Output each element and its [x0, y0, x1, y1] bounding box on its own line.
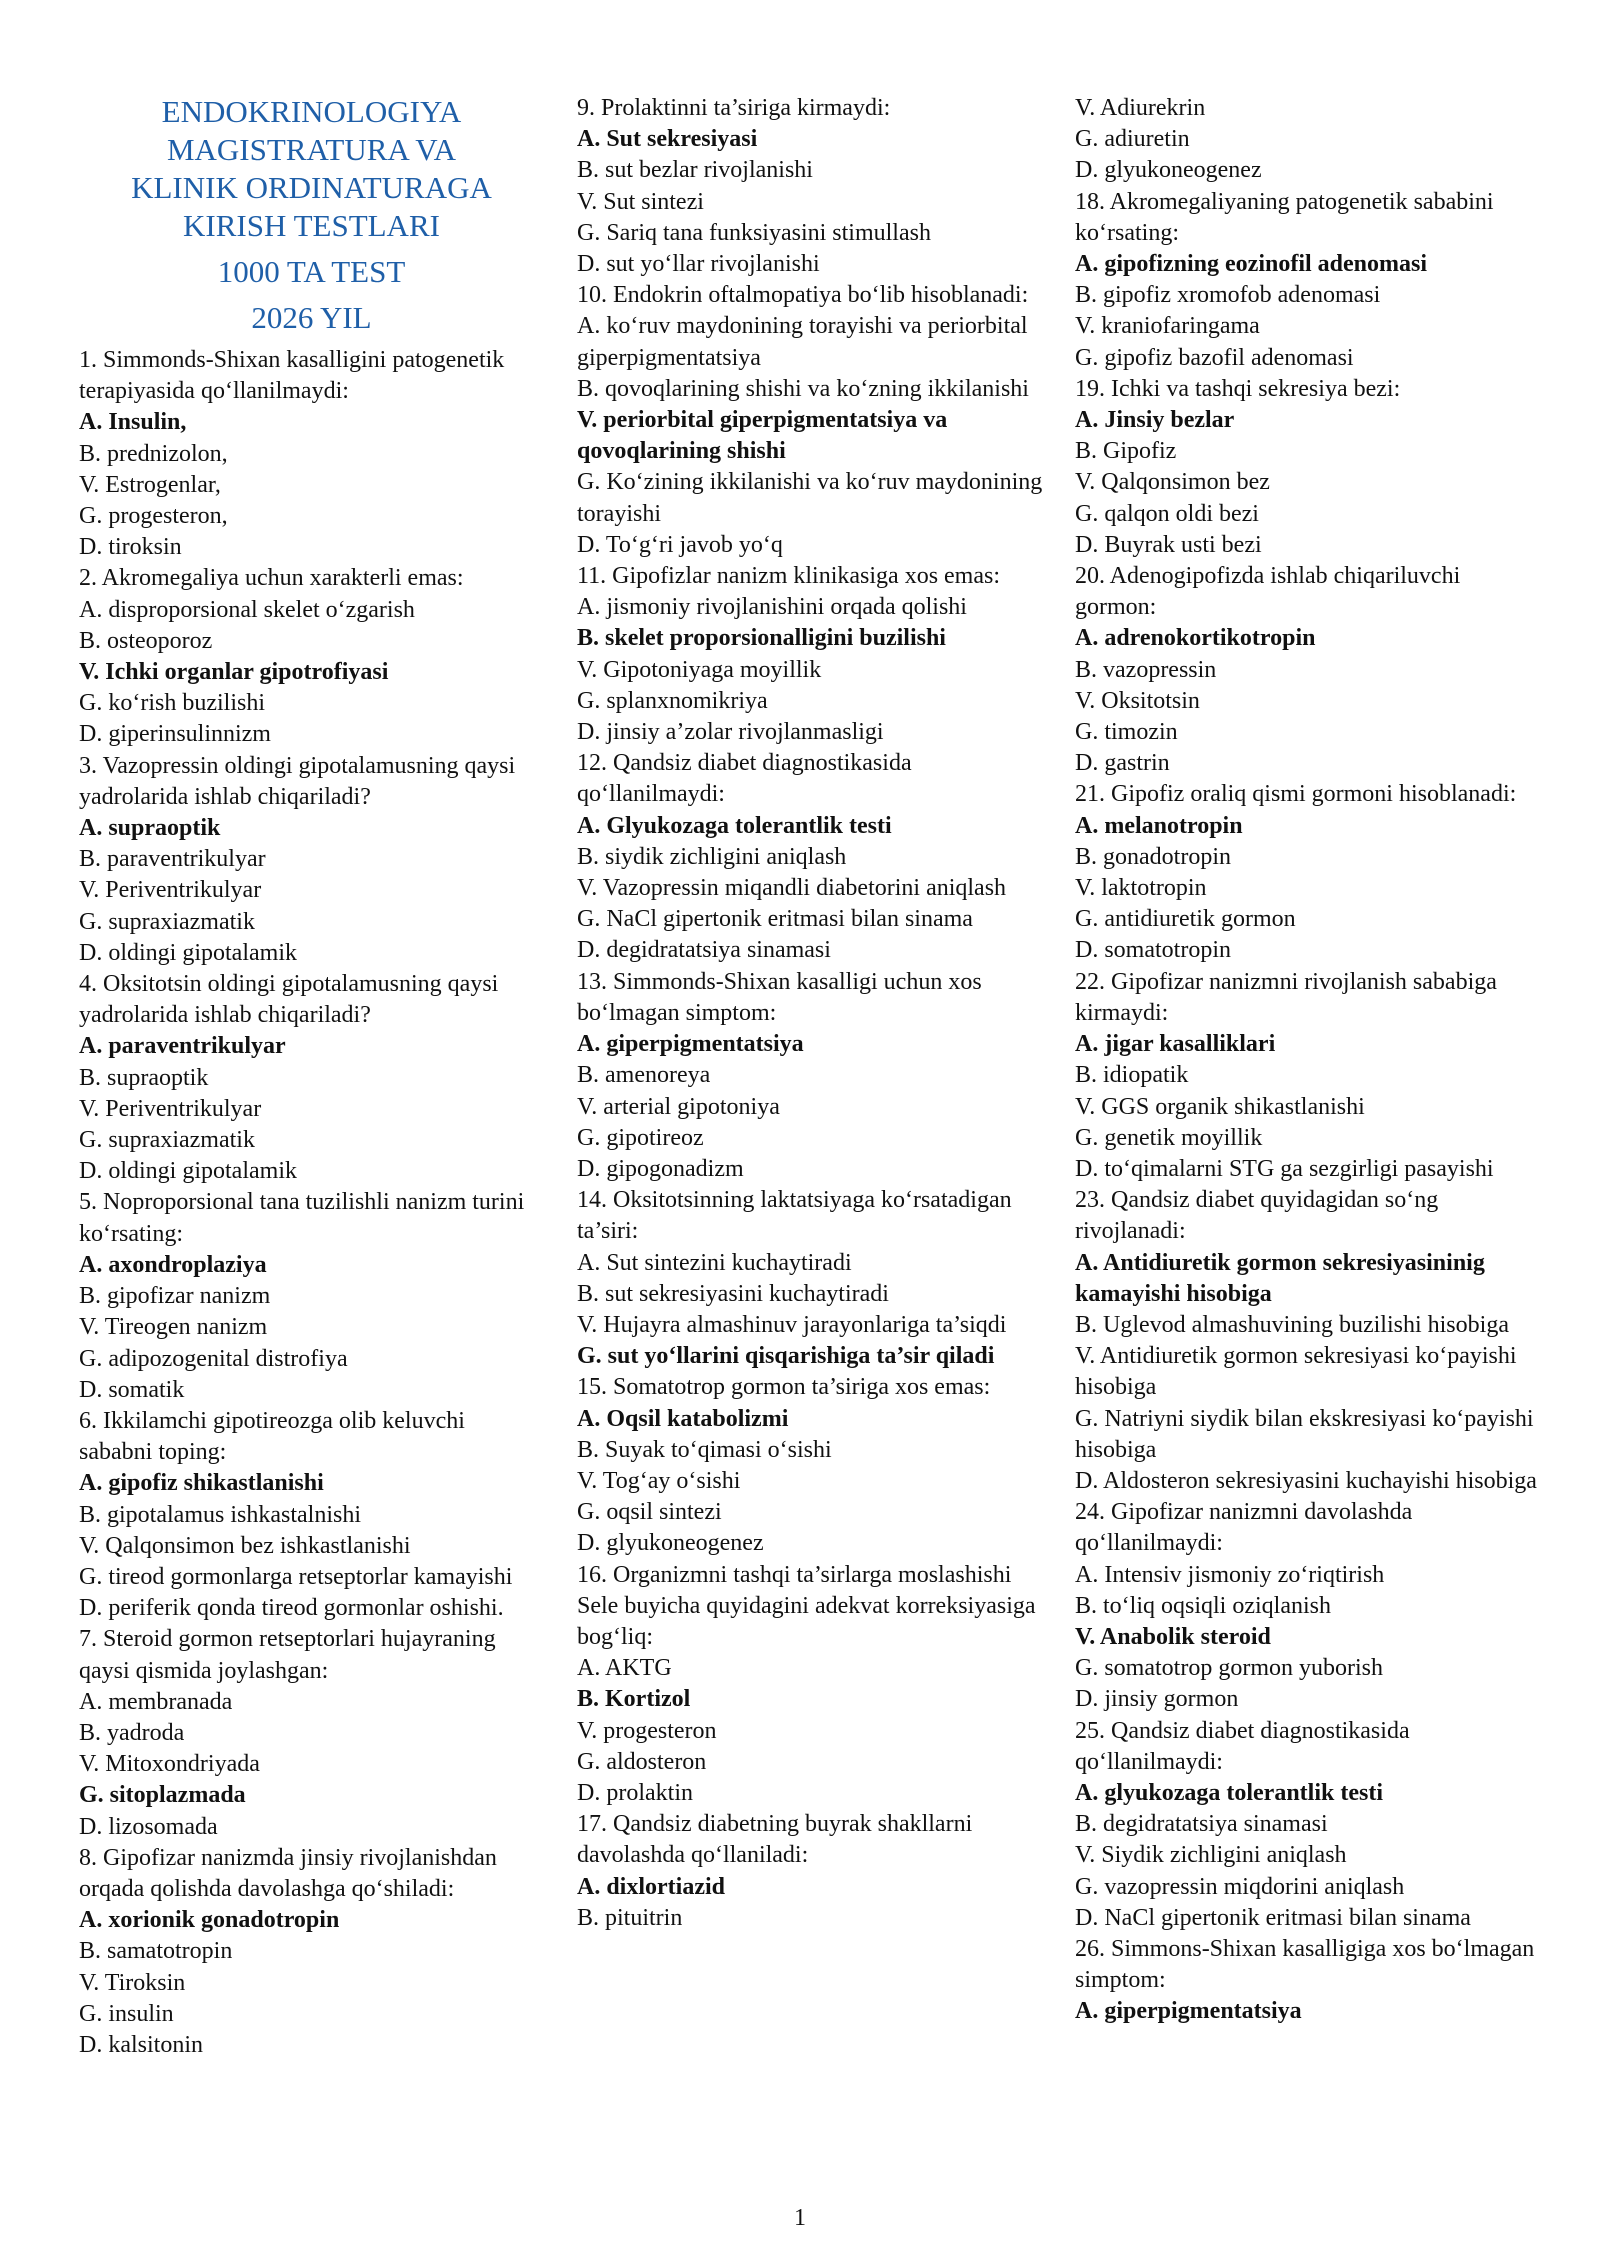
question-block [1075, 1185, 1545, 1497]
answer-option: D. somatotropin [1075, 937, 1231, 964]
answer-option: V. Tog‘ay o‘sishi [577, 1467, 741, 1494]
answer-option-correct: A. dixlortiazid [577, 1873, 725, 1900]
answer-option: B. osteoporoz [79, 627, 213, 654]
answer-option: V. Tiroksin [79, 1969, 186, 1996]
answer-option: D. NaCl gipertonik eritmasi bilan sinama [1075, 1904, 1471, 1931]
question-text: 5. Noproporsional tana tuzilishli nanizm turini ko‘rsating: [79, 1189, 525, 1247]
answer-option: B. Gipofiz [1075, 438, 1177, 465]
answer-option: G. splanxnomikriya [577, 687, 768, 714]
answer-option: B. sut bezlar rivojlanishi [577, 157, 813, 184]
answer-option: D. tiroksin [79, 534, 182, 561]
question-text: 7. Steroid gormon retseptorlari hujayraning qaysi qismida joylashgan: [79, 1626, 496, 1684]
answer-option: D. giperinsulinnizm [79, 721, 271, 748]
question-block [1075, 374, 1545, 561]
question-text: 14. Oksitotsinning laktatsiyaga ko‘rsatadigan ta’siri: [577, 1187, 1012, 1245]
answer-option: G. qalqon oldi bezi [1075, 500, 1259, 527]
answer-option: V. Antidiuretik gormon sekresiyasi ko‘payishi hisobiga [1075, 1343, 1517, 1401]
answer-option-correct: V. Ichki organlar gipotrofiyasi [79, 659, 389, 686]
question-text: 11. Gipofizlar nanizm klinikasiga xos emas: [577, 563, 1001, 590]
answer-option: G. Sariq tana funksiyasini stimullash [577, 219, 931, 246]
title-line: KIRISH TESTLARI [183, 208, 440, 243]
answer-option: B. qovoqlarining shishi va ko‘zning ikkilanishi [577, 375, 1029, 402]
answer-option-correct: G. sitoplazmada [79, 1782, 246, 1809]
answer-option: B. gipofiz xromofob adenomasi [1075, 282, 1381, 309]
answer-option: G. NaCl gipertonik eritmasi bilan sinama [577, 906, 973, 933]
question-block [1075, 1716, 1545, 1934]
answer-option: V. progesteron [577, 1717, 717, 1744]
answer-option-correct: A. supraoptik [79, 815, 221, 842]
answer-option: A. membranada [79, 1688, 233, 1715]
answer-option: V. GGS organik shikastlanishi [1075, 1093, 1365, 1120]
answer-option: D. jinsiy a’zolar rivojlanmasligi [577, 719, 884, 746]
question-text: 18. Akromegaliyaning patogenetik sababini ko‘rsating: [1075, 188, 1494, 246]
question-text: 8. Gipofizar nanizmda jinsiy rivojlanishdan orqada qolishda davolashga qo‘shiladi: [79, 1844, 497, 1902]
answer-option-correct: A. adrenokortikotropin [1075, 625, 1316, 652]
answer-option: V. Vazopressin miqandli diabetorini aniqlash [577, 875, 1007, 902]
answer-option: A. Intensiv jismoniy zo‘riqtirish [1075, 1561, 1385, 1588]
answer-option-correct: V. Anabolik steroid [1075, 1623, 1271, 1650]
answer-option: D. lizosomada [79, 1813, 218, 1840]
answer-option: A. Sut sintezini kuchaytiradi [577, 1249, 852, 1276]
question-text: 3. Vazopressin oldingi gipotalamusning qaysi yadrolarida ishlab chiqariladi? [79, 752, 516, 810]
answer-option: D. sut yo‘llar rivojlanishi [577, 251, 820, 278]
answer-option-correct: A. jigar kasalliklari [1075, 1031, 1276, 1058]
question-text: 9. Prolaktinni ta’siriga kirmaydi: [577, 95, 891, 121]
title-line: ENDOKRINOLOGIYA [161, 94, 462, 129]
question-block [577, 280, 1047, 561]
answer-option: D. glyukoneogenez [1075, 157, 1262, 184]
answer-option: B. paraventrikulyar [79, 846, 266, 873]
answer-option: V. Sut sintezi [577, 188, 704, 215]
answer-option-correct: B. skelet proporsionalligini buzilishi [577, 625, 946, 652]
question-block [577, 1560, 1047, 1810]
question-text: 13. Simmonds-Shixan kasalligi uchun xos bo‘lmagan simptom: [577, 968, 982, 1026]
answer-option: V. laktotropin [1075, 875, 1207, 902]
answer-option: B. amenoreya [577, 1062, 711, 1089]
question-block [79, 345, 544, 563]
title-line: 2026 YIL [251, 300, 372, 335]
answer-option: D. periferik qonda tireod gormonlar oshishi. [79, 1595, 504, 1622]
question-text: 26. Simmons-Shixan kasalligiga xos bo‘lmagan simptom: [1075, 1935, 1535, 1994]
answer-option: G. somatotrop gormon yuborish [1075, 1655, 1383, 1682]
question-text: 1. Simmonds-Shixan kasalligini patogenetik terapiyasida qo‘llanilmaydi: [79, 347, 505, 405]
column-1 [79, 93, 544, 2061]
answer-option-correct: A. giperpigmentatsiya [1075, 1998, 1302, 2025]
title-line: KLINIK ORDINATURAGA [131, 170, 492, 205]
question-block [79, 969, 544, 1187]
answer-option: D. somatik [79, 1376, 185, 1403]
answer-option: G. aldosteron [577, 1748, 707, 1775]
answer-option: G. oqsil sintezi [577, 1499, 722, 1526]
question-text: 10. Endokrin oftalmopatiya bo‘lib hisoblanadi: [577, 282, 1029, 309]
question-text: 19. Ichki va tashqi sekresiya bezi: [1075, 375, 1401, 402]
answer-option: V. Tireogen nanizm [79, 1314, 268, 1341]
answer-option: B. Uglevod almashuvining buzilishi hisobiga [1075, 1311, 1509, 1338]
answer-option-correct: A. melanotropin [1075, 812, 1243, 839]
answer-option: G. gipofiz bazofil adenomasi [1075, 344, 1354, 371]
answer-option: G. Natriyni siydik bilan ekskresiyasi ko‘payishi hisobiga [1075, 1405, 1534, 1463]
question-text: 2. Akromegaliya uchun xarakterli emas: [79, 565, 464, 592]
answer-option: B. vazopressin [1075, 656, 1217, 683]
question-block [79, 563, 544, 750]
answer-option: B. gipofizar nanizm [79, 1283, 271, 1310]
answer-option-correct: A. glyukozaga tolerantlik testi [1075, 1779, 1383, 1806]
answer-option-correct: A. paraventrikulyar [79, 1033, 286, 1060]
answer-option: B. degidratatsiya sinamasi [1075, 1811, 1328, 1838]
answer-option: D. to‘qimalarni STG ga sezgirligi pasayishi [1075, 1155, 1494, 1182]
answer-option: D. gipogonadizm [577, 1155, 744, 1182]
answer-option: A. AKTG [577, 1655, 672, 1682]
answer-option: G. gipotireoz [577, 1124, 704, 1151]
answer-option: G. supraxiazmatik [79, 908, 255, 935]
answer-option: V. Oksitotsin [1075, 687, 1200, 714]
question-text: 6. Ikkilamchi gipotireozga olib keluvchi sababni toping: [79, 1407, 465, 1466]
answer-option-correct: A. Glyukozaga tolerantlik testi [577, 812, 892, 839]
question-text: 22. Gipofizar nanizmni rivojlanish sababiga kirmaydi: [1075, 968, 1497, 1026]
question-block [1075, 779, 1545, 966]
answer-option-correct: A. giperpigmentatsiya [577, 1031, 804, 1058]
answer-option: D. degidratatsiya sinamasi [577, 937, 831, 964]
question-text: 12. Qandsiz diabet diagnostikasida qo‘llanilmaydi: [577, 750, 912, 808]
answer-option: D. kalsitonin [79, 2031, 203, 2058]
question-block [1075, 187, 1545, 374]
question-block [1075, 1497, 1545, 1715]
question-block [577, 967, 1047, 1185]
document-title [79, 93, 544, 345]
answer-option: A. ko‘ruv maydonining torayishi va periorbital giperpigmentatsiya [577, 313, 1028, 371]
answer-option: D. oldingi gipotalamik [79, 939, 297, 966]
question-text: 16. Organizmni tashqi ta’sirlarga moslashishi Sele buyicha quyidagini adekvat korreksiyasiga bog‘liq: [577, 1561, 1036, 1650]
question-block [79, 1406, 544, 1624]
question-block [1075, 93, 1545, 187]
answer-option: G. adipozogenital distrofiya [79, 1345, 348, 1372]
title-line: 1000 TA TEST [217, 254, 406, 289]
answer-option-correct: A. Antidiuretik gormon sekresiyasininig kamayishi hisobiga [1075, 1249, 1485, 1307]
question-block [577, 1809, 1047, 1934]
answer-option-correct: A. xorionik gonadotropin [79, 1907, 340, 1934]
answer-option-correct: A. gipofizning eozinofil adenomasi [1075, 251, 1428, 278]
answer-option: B. sut sekresiyasini kuchaytiradi [577, 1280, 889, 1307]
answer-option: B. pituitrin [577, 1904, 683, 1931]
question-block [79, 1187, 544, 1405]
answer-option: V. Periventrikulyar [79, 877, 262, 904]
answer-option: G. insulin [79, 2000, 174, 2027]
answer-option-correct: A. Sut sekresiyasi [577, 126, 758, 153]
answer-option-correct: A. Oqsil katabolizmi [577, 1405, 789, 1432]
question-block [79, 751, 544, 969]
answer-option: V. Mitoxondriyada [79, 1751, 260, 1778]
question-block [577, 561, 1047, 748]
answer-option-correct: A. Jinsiy bezlar [1075, 407, 1235, 434]
answer-option: V. Qalqonsimon bez ishkastlanishi [79, 1532, 411, 1559]
answer-option: G. tireod gormonlarga retseptorlar kamayishi [79, 1563, 513, 1590]
question-text: 21. Gipofiz oraliq qismi gormoni hisoblanadi: [1075, 781, 1517, 808]
answer-option: D. Aldosteron sekresiyasini kuchayishi hisobiga [1075, 1467, 1537, 1494]
question-text: 15. Somatotrop gormon ta’siriga xos emas: [577, 1374, 991, 1401]
column-2 [577, 93, 1047, 1934]
answer-option: D. To‘g‘ri javob yo‘q [577, 531, 783, 558]
answer-option: V. Periventrikulyar [79, 1095, 262, 1122]
answer-option: V. Siydik zichligini aniqlash [1075, 1842, 1347, 1869]
question-block [79, 1843, 544, 2061]
question-text: 23. Qandsiz diabet quyidagidan so‘ng rivojlanadi: [1075, 1187, 1439, 1245]
answer-option: B. to‘liq oqsiqli oziqlanish [1075, 1592, 1331, 1619]
question-block [577, 1185, 1047, 1372]
answer-option: B. Suyak to‘qimasi o‘sishi [577, 1436, 832, 1463]
answer-option: G. ko‘rish buzilishi [79, 690, 265, 717]
answer-option-correct: A. Insulin, [79, 409, 187, 436]
question-text: 25. Qandsiz diabet diagnostikasida qo‘llanilmaydi: [1075, 1717, 1410, 1775]
answer-option: B. idiopatik [1075, 1062, 1189, 1089]
answer-option: D. oldingi gipotalamik [79, 1158, 297, 1185]
answer-option: G. supraxiazmatik [79, 1127, 255, 1154]
answer-option: V. kraniofaringama [1075, 313, 1260, 340]
answer-option: V. Qalqonsimon bez [1075, 469, 1270, 496]
question-block [577, 93, 1047, 280]
answer-option: G. antidiuretik gormon [1075, 906, 1296, 933]
answer-option: A. jismoniy rivojlanishini orqada qolishi [577, 594, 967, 621]
answer-option: B. supraoptik [79, 1064, 209, 1091]
answer-option: B. yadroda [79, 1719, 185, 1746]
answer-option: B. gonadotropin [1075, 843, 1231, 870]
question-block [1075, 967, 1545, 1185]
answer-option-correct: G. sut yo‘llarini qisqarishiga ta’sir qiladi [577, 1343, 995, 1370]
answer-option: D. jinsiy gormon [1075, 1686, 1239, 1713]
answer-option: G. vazopressin miqdorini aniqlash [1075, 1873, 1405, 1900]
answer-option-correct: A. axondroplaziya [79, 1251, 267, 1278]
answer-option: V. Adiurekrin [1075, 95, 1206, 121]
answer-option: V. Hujayra almashinuv jarayonlariga ta’siqdi [577, 1311, 1007, 1338]
answer-option: G. genetik moyillik [1075, 1124, 1263, 1151]
answer-option-correct: A. gipofiz shikastlanishi [79, 1470, 324, 1497]
answer-option: D. gastrin [1075, 750, 1170, 777]
answer-option: B. siydik zichligini aniqlash [577, 843, 847, 870]
answer-option-correct: B. Kortizol [577, 1686, 691, 1713]
answer-option: B. prednizolon, [79, 440, 228, 467]
question-text: 20. Adenogipofizda ishlab chiqariluvchi gormon: [1075, 563, 1461, 621]
question-block [79, 1624, 544, 1842]
page-number: 1 [794, 2205, 806, 2231]
answer-option: G. timozin [1075, 719, 1178, 746]
answer-option: V. arterial gipotoniya [577, 1093, 780, 1120]
answer-option: D. glyukoneogenez [577, 1530, 764, 1557]
answer-option: B. samatotropin [79, 1938, 233, 1965]
answer-option: G. adiuretin [1075, 126, 1190, 153]
answer-option: G. progesteron, [79, 503, 228, 530]
column-3 [1075, 93, 1545, 2028]
question-text: 17. Qandsiz diabetning buyrak shakllarni davolashda qo‘llaniladi: [577, 1811, 973, 1869]
answer-option-correct: V. periorbital giperpigmentatsiya va qovoqlarining shishi [577, 407, 948, 465]
answer-option: V. Estrogenlar, [79, 471, 221, 498]
question-block [1075, 561, 1545, 779]
title-line: MAGISTRATURA VA [166, 132, 457, 167]
answer-option: G. Ko‘zining ikkilanishi va ko‘ruv maydonining torayishi [577, 469, 1043, 527]
question-text: 24. Gipofizar nanizmni davolashda qo‘llanilmaydi: [1075, 1499, 1413, 1557]
question-block [1075, 1934, 1545, 2028]
answer-option: D. Buyrak usti bezi [1075, 531, 1262, 558]
answer-option: A. disproporsional skelet o‘zgarish [79, 596, 415, 623]
answer-option: V. Gipotoniyaga moyillik [577, 656, 822, 683]
answer-option: D. prolaktin [577, 1779, 693, 1806]
question-block [577, 748, 1047, 966]
question-block [577, 1372, 1047, 1559]
answer-option: B. gipotalamus ishkastalnishi [79, 1501, 361, 1528]
question-text: 4. Oksitotsin oldingi gipotalamusning qaysi yadrolarida ishlab chiqariladi? [79, 971, 499, 1029]
